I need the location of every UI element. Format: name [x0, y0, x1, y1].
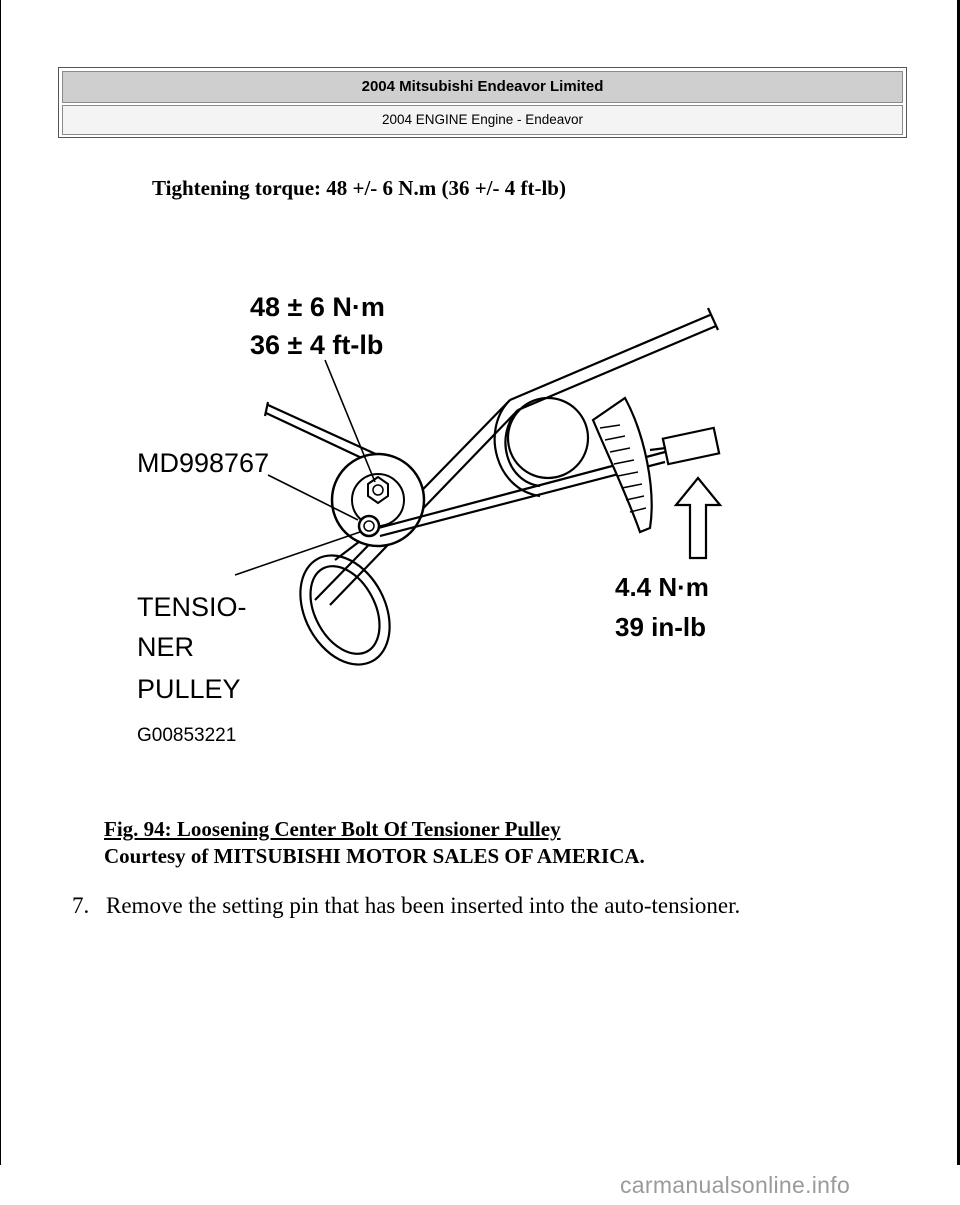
tensioner-pulley	[332, 454, 424, 546]
watermark: carmanualsonline.info	[620, 1172, 851, 1198]
procedure-step	[72, 893, 740, 919]
label-part-1: TENSIO-	[137, 592, 247, 622]
force-direction-arrow-icon	[676, 478, 720, 558]
header-title: 2004 Mitsubishi Endeavor Limited	[62, 71, 903, 103]
belt-idler-wrap-outer	[495, 400, 540, 496]
upper-idler-pulley	[508, 398, 588, 478]
tensioner-pulley-figure	[120, 270, 760, 760]
label-part-2: NER	[137, 632, 195, 662]
document-header	[58, 67, 907, 138]
tensioner-diagram	[120, 270, 760, 760]
lower-belt-loop-inner	[296, 554, 393, 665]
tool-socket-icon	[359, 516, 379, 536]
label-torque-top-2: 36 ± 4 ft-lb	[250, 330, 384, 360]
label-tool-number: MD998767	[137, 448, 270, 478]
torque-spec: Tightening torque: 48 +/- 6 N.m (36 +/- 4 ft-lb)	[152, 176, 566, 200]
header-subtitle: 2004 ENGINE Engine - Endeavor	[62, 105, 903, 135]
torque-wrench	[378, 398, 719, 536]
label-torque-side-2: 39 in-lb	[615, 612, 707, 642]
label-part-3: PULLEY	[137, 674, 241, 704]
label-torque-side-1: 4.4 N·m	[615, 572, 709, 602]
figure-caption-title: Fig. 94: Loosening Center Bolt Of Tensioner Pulley	[104, 817, 561, 841]
belt-upper-right-outer	[510, 315, 710, 400]
label-figure-code: G00853221	[137, 725, 237, 746]
belt-upper-left-inner	[266, 413, 366, 460]
lower-belt-loop-outer	[282, 540, 407, 680]
wrench-handle-grip	[593, 398, 652, 532]
step-number: 7.	[72, 893, 90, 918]
figure-caption	[104, 816, 645, 870]
step-text: Remove the setting pin that has been inserted into the auto-tensioner.	[106, 893, 741, 918]
center-bolt-icon	[368, 477, 388, 503]
belt-upper-left-outer	[268, 405, 380, 456]
label-torque-top-1: 48 ± 6 N·m	[250, 292, 385, 322]
figure-caption-courtesy: Courtesy of MITSUBISHI MOTOR SALES OF AMERICA.	[104, 844, 645, 868]
wrench-end-block	[663, 428, 719, 464]
wrench-connector	[650, 448, 666, 450]
